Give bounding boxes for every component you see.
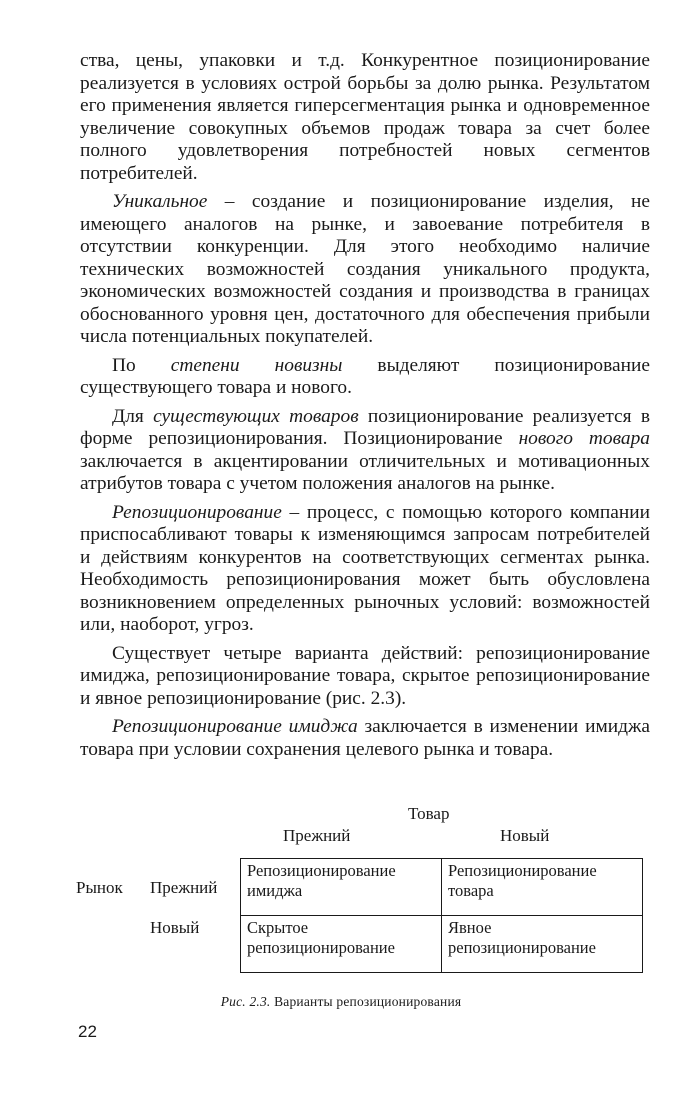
row-label-old: Прежний: [150, 878, 218, 897]
figure-caption-label: Рис. 2.3.: [220, 994, 271, 1009]
paragraph-3-text: выделяют позиционирование существующего товара и нового.: [80, 354, 650, 398]
term-new-goods: нового товара: [518, 428, 650, 449]
figure-caption: [0, 994, 682, 1010]
column-label-old: Прежний: [283, 826, 351, 845]
paragraph-7-text: заключается в изменении имиджа товара при условии сохранения целевого рынка и товара.: [80, 716, 650, 760]
grid-row-old-market: [241, 859, 643, 916]
term-existing-goods: существующих товаров: [153, 405, 359, 427]
paragraph-5-text: – процесс, с помощью которого компании приспосабливают товары к изменяющимся запросам потребителей и действиям конкурентов на соответствующих сегментах рынка. Необходимость репозиционирования может быть обусловлена возникновением определенных рыночных условий: возможностей или, наоборот, угроз.: [80, 501, 650, 635]
cell-hidden-repositioning: Скрытое репозиционирование: [241, 916, 442, 973]
cell-goods-repositioning: Репозиционирование товара: [442, 859, 643, 916]
row-header-market: Рынок: [76, 878, 123, 897]
term-novelty: степени новизны: [170, 354, 343, 376]
paragraph-4-middle: позиционирование реализуется в форме репозиционирования. Позиционирование: [80, 405, 650, 449]
term-repositioning: Репозиционирование: [112, 501, 282, 523]
paragraph-4-prefix: Для: [112, 405, 154, 427]
cell-explicit-repositioning: Явное репозиционирование: [442, 916, 643, 973]
cell-image-repositioning: Репозиционирование имиджа: [241, 859, 442, 916]
term-image-repositioning: Репозиционирование имиджа: [112, 716, 358, 737]
paragraph-1-text: ства, цены, упаковки и т.д. Конкурентное позиционирование реализуется в условиях острой борьбы за долю рынка. Результатом его применения является гиперсегментация рынка и одновременное увеличение совокупных объемов продаж товара за счет более полного удовлетворения потребностей новых сегментов потребителей.: [80, 50, 650, 184]
paragraph-4-text: заключается в акцентировании отличительных и мотивационных атрибутов товара с учетом положения аналогов на рынке.: [80, 450, 650, 494]
repositioning-grid: [240, 858, 643, 973]
paragraph-3-prefix: По: [112, 354, 171, 376]
row-label-new: Новый: [150, 918, 200, 937]
paragraph-2-text: – создание и позиционирование изделия, не имеющего аналогов на рынке, и завоевание потребителя в отсутствии конкуренции. Для этого необходимо наличие технических возможностей создания уникального продукта, экономических возможностей создания и производства в границах обоснованного уровня цен, достаточного для обеспечения прибыли числа потенциальных покупателей.: [80, 191, 650, 347]
grid-row-new-market: [241, 916, 643, 973]
paragraph-6-text: Существует четыре варианта действий: репозиционирование имиджа, репозиционирование товара, скрытое репозиционирование и явное репозиционирование (рис. 2.3).: [80, 642, 650, 709]
page-number: 22: [78, 1022, 97, 1041]
column-label-new: Новый: [500, 826, 550, 845]
term-unique: Уникальное: [112, 191, 208, 212]
figure-caption-text: Варианты репозиционирования: [270, 994, 462, 1009]
column-header-goods: Товар: [408, 804, 450, 823]
